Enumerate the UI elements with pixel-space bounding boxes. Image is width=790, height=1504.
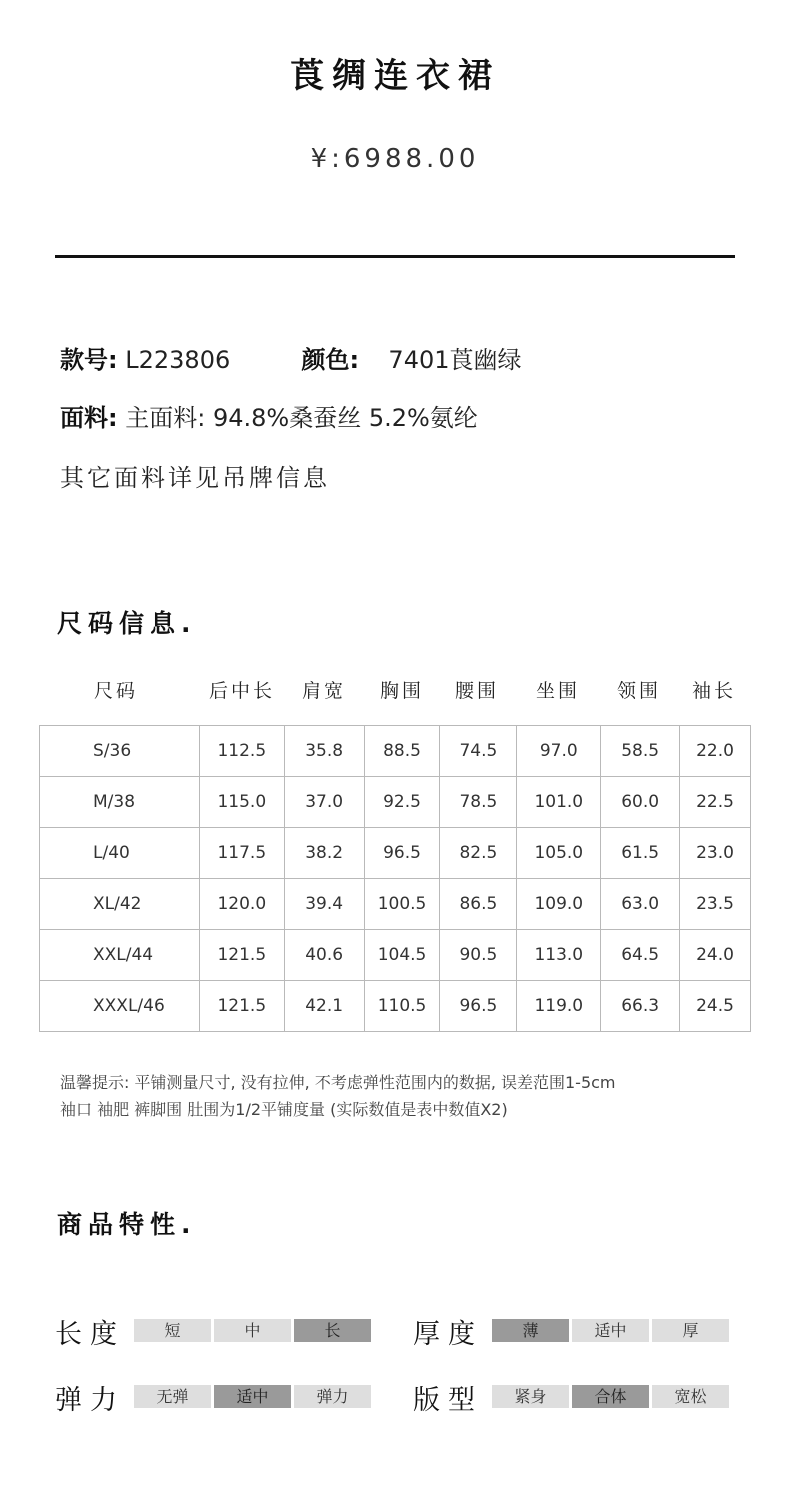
table-row <box>40 930 751 981</box>
measurement-cell: 105.0 <box>517 828 601 879</box>
measurement-cell: 22.0 <box>680 726 751 777</box>
other-fabric-note: 其它面料详见吊牌信息 <box>60 464 330 492</box>
fit-options <box>492 1385 729 1408</box>
column-header: 坐围 <box>536 680 581 702</box>
measurement-cell: 42.1 <box>284 981 364 1032</box>
elasticity-option: 无弹 <box>134 1385 211 1408</box>
column-header: 袖长 <box>692 680 737 702</box>
thickness-options <box>492 1319 729 1342</box>
elasticity-option: 弹力 <box>294 1385 371 1408</box>
measurement-cell: 112.5 <box>199 726 284 777</box>
table-row <box>40 879 751 930</box>
measurement-cell: 96.5 <box>364 828 440 879</box>
elasticity-label: 弹力 <box>55 1385 125 1416</box>
measurement-cell: 22.5 <box>680 777 751 828</box>
measurement-cell: 37.0 <box>284 777 364 828</box>
size-cell: L/40 <box>40 828 200 879</box>
thickness-option: 厚 <box>652 1319 729 1342</box>
column-header: 胸围 <box>380 680 425 702</box>
fabric-value: 主面料: 94.8%桑蚕丝 5.2%氨纶 <box>125 404 478 432</box>
product-price: ¥:6988.00 <box>310 144 480 174</box>
divider <box>55 255 735 258</box>
measurement-cell: 113.0 <box>517 930 601 981</box>
length-label: 长度 <box>55 1319 125 1350</box>
size-note-measure: 袖口 袖肥 裤脚围 肚围为1/2平铺度量 (实际数值是表中数值X2) <box>60 1100 508 1119</box>
measurement-cell: 110.5 <box>364 981 440 1032</box>
measurement-cell: 38.2 <box>284 828 364 879</box>
measurement-cell: 39.4 <box>284 879 364 930</box>
size-table-header <box>39 676 751 708</box>
fabric-line <box>60 398 478 433</box>
measurement-cell: 119.0 <box>517 981 601 1032</box>
length-option: 短 <box>134 1319 211 1342</box>
table-row <box>40 726 751 777</box>
measurement-cell: 24.5 <box>680 981 751 1032</box>
fabric-label: 面料: <box>60 404 118 432</box>
measurement-cell: 24.0 <box>680 930 751 981</box>
measurement-cell: 121.5 <box>199 930 284 981</box>
size-cell: M/38 <box>40 777 200 828</box>
fit-option: 紧身 <box>492 1385 569 1408</box>
fit-label: 版型 <box>413 1385 483 1416</box>
thickness-option: 适中 <box>572 1319 649 1342</box>
size-cell: XXL/44 <box>40 930 200 981</box>
measurement-cell: 100.5 <box>364 879 440 930</box>
measurement-cell: 97.0 <box>517 726 601 777</box>
measurement-cell: 92.5 <box>364 777 440 828</box>
measurement-cell: 66.3 <box>601 981 680 1032</box>
size-table <box>39 725 751 1032</box>
measurement-cell: 63.0 <box>601 879 680 930</box>
measurement-cell: 60.0 <box>601 777 680 828</box>
column-header: 领围 <box>617 680 662 702</box>
measurement-cell: 86.5 <box>440 879 517 930</box>
features-section-title: 商品特性. <box>57 1210 197 1239</box>
measurement-cell: 23.5 <box>680 879 751 930</box>
fit-option: 宽松 <box>652 1385 729 1408</box>
measurement-cell: 101.0 <box>517 777 601 828</box>
column-header: 肩宽 <box>302 680 347 702</box>
measurement-cell: 109.0 <box>517 879 601 930</box>
style-color-line <box>60 340 522 375</box>
measurement-cell: 35.8 <box>284 726 364 777</box>
elasticity-option: 适中 <box>214 1385 291 1408</box>
size-cell: XXXL/46 <box>40 981 200 1032</box>
table-row <box>40 981 751 1032</box>
measurement-cell: 78.5 <box>440 777 517 828</box>
product-title: 莨绸连衣裙 <box>290 56 500 96</box>
length-option: 长 <box>294 1319 371 1342</box>
length-option: 中 <box>214 1319 291 1342</box>
measurement-cell: 88.5 <box>364 726 440 777</box>
table-row <box>40 828 751 879</box>
table-row <box>40 777 751 828</box>
thickness-option: 薄 <box>492 1319 569 1342</box>
measurement-cell: 40.6 <box>284 930 364 981</box>
size-note: 温馨提示: 平铺测量尺寸, 没有拉伸, 不考虑弹性范围内的数据, 误差范围1-5cm <box>60 1073 616 1092</box>
measurement-cell: 96.5 <box>440 981 517 1032</box>
measurement-cell: 23.0 <box>680 828 751 879</box>
measurement-cell: 58.5 <box>601 726 680 777</box>
length-options <box>134 1319 371 1342</box>
measurement-cell: 82.5 <box>440 828 517 879</box>
measurement-cell: 115.0 <box>199 777 284 828</box>
measurement-cell: 117.5 <box>199 828 284 879</box>
style-label: 款号: <box>60 346 118 374</box>
measurement-cell: 64.5 <box>601 930 680 981</box>
measurement-cell: 90.5 <box>440 930 517 981</box>
fit-option: 合体 <box>572 1385 649 1408</box>
style-value: L223806 <box>125 346 231 374</box>
color-value: 7401莨幽绿 <box>388 346 522 374</box>
measurement-cell: 120.0 <box>199 879 284 930</box>
thickness-label: 厚度 <box>413 1319 483 1350</box>
size-section-title: 尺码信息. <box>57 609 197 638</box>
column-header: 腰围 <box>455 680 500 702</box>
size-cell: XL/42 <box>40 879 200 930</box>
measurement-cell: 61.5 <box>601 828 680 879</box>
color-label: 颜色: <box>301 346 360 374</box>
elasticity-options <box>134 1385 371 1408</box>
column-header: 尺码 <box>94 680 139 702</box>
measurement-cell: 104.5 <box>364 930 440 981</box>
measurement-cell: 121.5 <box>199 981 284 1032</box>
column-header: 后中长 <box>209 680 276 702</box>
size-cell: S/36 <box>40 726 200 777</box>
measurement-cell: 74.5 <box>440 726 517 777</box>
